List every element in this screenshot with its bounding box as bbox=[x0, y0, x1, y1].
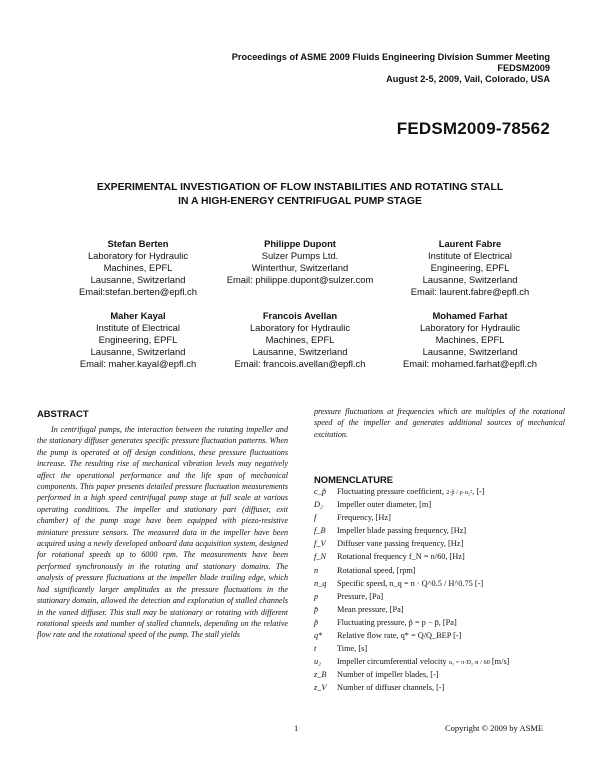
nomenclature-row bbox=[314, 657, 564, 670]
proceedings-line: August 2-5, 2009, Vail, Colorado, USA bbox=[386, 74, 550, 84]
author-affiliation: Machines, EPFL bbox=[435, 334, 505, 346]
nomenclature-formula: u₂ = π·D₂·n / 60 bbox=[448, 659, 490, 667]
author-affiliation: Lausanne, Switzerland bbox=[252, 346, 348, 358]
author-affiliation: Machines, EPFL bbox=[265, 334, 335, 346]
author-name: Stefan Berten bbox=[107, 238, 169, 249]
nomenclature-row bbox=[314, 605, 564, 618]
nomenclature-row bbox=[314, 500, 564, 513]
author-affiliation: Laboratory for Hydraulic bbox=[249, 322, 351, 334]
nomenclature-desc: Pressure, [Pa] bbox=[337, 591, 384, 601]
proceedings-line: FEDSM2009 bbox=[497, 63, 550, 73]
nomenclature-symbol: f_B bbox=[314, 526, 326, 536]
author-affiliation: Lausanne, Switzerland bbox=[422, 346, 518, 358]
nomenclature-row bbox=[314, 513, 564, 526]
proceedings-line: Proceedings of ASME 2009 Fluids Engineering Division Summer Meeting bbox=[231, 52, 550, 62]
nomenclature-desc: Impeller outer diameter, [m] bbox=[337, 500, 432, 510]
author-block bbox=[215, 238, 385, 286]
title-line: EXPERIMENTAL INVESTIGATION OF FLOW INSTABILITIES AND ROTATING STALL bbox=[96, 182, 504, 193]
author-affiliation: Engineering, EPFL bbox=[98, 334, 178, 346]
nomenclature-row bbox=[314, 539, 564, 552]
author-affiliation: Laboratory for Hydraulic bbox=[419, 322, 521, 334]
author-affiliation: Machines, EPFL bbox=[103, 262, 173, 274]
author-affiliation: Laboratory for Hydraulic bbox=[87, 250, 189, 262]
copyright-notice: Copyright © 2009 by ASME bbox=[445, 723, 544, 733]
nomenclature-desc: Diffuser vane passing frequency, [Hz] bbox=[337, 539, 464, 549]
nomenclature-unit: [-] bbox=[476, 487, 485, 496]
author-affiliation: Institute of Electrical bbox=[96, 322, 180, 334]
author-email: Email: philippe.dupont@sulzer.com bbox=[226, 274, 374, 286]
nomenclature-desc: Number of impeller blades, [-] bbox=[337, 670, 439, 680]
nomenclature-row bbox=[314, 579, 564, 592]
nomenclature-symbol: f bbox=[314, 513, 317, 523]
nomenclature-symbol: p̄ bbox=[314, 604, 319, 614]
author-block bbox=[215, 310, 385, 370]
nomenclature-row bbox=[314, 644, 564, 657]
page-number: 1 bbox=[294, 723, 299, 733]
nomenclature-desc: Rotational frequency f_N = n/60, [Hz] bbox=[337, 552, 465, 562]
author-affiliation: Engineering, EPFL bbox=[430, 262, 510, 274]
nomenclature-row bbox=[314, 526, 564, 539]
nomenclature-row bbox=[314, 592, 564, 605]
author-affiliation: Sulzer Pumps Ltd. bbox=[261, 250, 339, 262]
nomenclature-desc: Fluctuating pressure, p̃ = p − p̄, [Pa] bbox=[337, 617, 457, 627]
nomenclature-desc: Relative flow rate, q* = Q/Q_BEP [-] bbox=[337, 631, 462, 641]
author-email: Email: francois.avellan@epfl.ch bbox=[234, 358, 366, 370]
nomenclature-row bbox=[314, 631, 564, 644]
nomenclature-row bbox=[314, 670, 564, 683]
abstract-continuation bbox=[314, 406, 565, 440]
nomenclature-desc: Mean pressure, [Pa] bbox=[337, 604, 404, 614]
nomenclature-row bbox=[314, 683, 564, 696]
author-email: Email: maher.kayal@epfl.ch bbox=[79, 358, 197, 370]
author-email: Email:stefan.berten@epfl.ch bbox=[79, 286, 197, 298]
author-name: Laurent Fabre bbox=[438, 238, 502, 249]
author-affiliation: Lausanne, Switzerland bbox=[90, 346, 186, 358]
author-block bbox=[53, 310, 223, 370]
nomenclature-formula: 2·p̃ / ρ·u₂² bbox=[446, 489, 473, 496]
abstract-paragraph: In centrifugal pumps, the interaction between the rotating impeller and the stationary diffuser generates specific pressure fluctuation patterns. When the pump is operated at off design conditions, these pressure fluctuations increase. The resulting rise of mechanical vibration levels may negatively affect the operational performance and the life span of mechanical components. This paper presents detailed pressure fluctuation measurements performed in a high speed centrifugal pump stage at full scale at various operating conditions. The impeller and stationary part (diffuser, exit chamber) of the pump stage have been equipped with piezo-resistive miniature pressure sensors. The measured data in the impeller have been acquired using a newly developed onboard data acquisition system, designed for rotational speeds up to 6000 rpm. The measurements have been performed synchronously in the rotating and stationary domains. The analysis of pressure fluctuations at the impeller blade trailing edge, which had significantly larger amplitudes as the pressure fluctuations in the stationary domain, allowed the detection and exploration of stalled channels in the vaned diffuser. This stall may be stationary or rotating with different rotational speeds and number of stalled channels, depending on the relative flow rate and the rotational speed of the pump. The stall yields bbox=[37, 425, 288, 640]
nomenclature-desc: Fluctuating pressure coefficient, bbox=[337, 487, 444, 496]
nomenclature-symbol: z_B bbox=[314, 670, 327, 680]
nomenclature-symbol: p̃ bbox=[314, 617, 319, 627]
author-email: Email: mohamed.farhat@epfl.ch bbox=[402, 358, 538, 370]
nomenclature-row bbox=[314, 618, 564, 631]
nomenclature-row bbox=[314, 566, 564, 579]
paper-title bbox=[40, 181, 560, 208]
nomenclature-desc: Impeller circumferential velocity bbox=[337, 657, 447, 667]
author-block bbox=[385, 238, 555, 298]
nomenclature-desc: Frequency, [Hz] bbox=[337, 513, 391, 523]
author-affiliation: Winterthur, Switzerland bbox=[251, 262, 349, 274]
nomenclature-list bbox=[314, 487, 564, 697]
abstract-heading: ABSTRACT bbox=[37, 408, 89, 419]
author-email: Email: laurent.fabre@epfl.ch bbox=[410, 286, 530, 298]
author-name: Maher Kayal bbox=[110, 310, 166, 321]
paper-id: FEDSM2009-78562 bbox=[396, 119, 550, 138]
author-block bbox=[385, 310, 555, 370]
proceedings-header bbox=[232, 52, 550, 85]
nomenclature-symbol: f_N bbox=[314, 552, 326, 562]
abstract-body bbox=[37, 424, 288, 641]
nomenclature-heading: NOMENCLATURE bbox=[314, 474, 393, 485]
nomenclature-desc: Time, [s] bbox=[337, 644, 368, 654]
abstract-paragraph-continued: pressure fluctuations at frequencies which are multiples of the rotational speed of the impeller and generates additional sources of mechanical excitation. bbox=[314, 407, 565, 439]
nomenclature-symbol: n bbox=[314, 565, 319, 575]
nomenclature-desc: Number of diffuser channels, [-] bbox=[337, 683, 445, 693]
nomenclature-symbol: f_V bbox=[314, 539, 326, 549]
nomenclature-row: c_p̃ Fluctuating pressure coefficient, 2·p̃ / ρ·u₂², [-] bbox=[314, 487, 485, 496]
author-name: Mohamed Farhat bbox=[432, 310, 508, 321]
nomenclature-desc: Rotational speed, [rpm] bbox=[337, 565, 416, 575]
nomenclature-desc: Specific speed, n_q = n · Q^0.5 / H^0.75 [-] bbox=[337, 578, 484, 588]
nomenclature-symbol: z_V bbox=[314, 683, 327, 693]
nomenclature-symbol: u₂ bbox=[314, 657, 322, 667]
nomenclature-desc: Impeller blade passing frequency, [Hz] bbox=[337, 526, 467, 536]
nomenclature-symbol: q* bbox=[314, 631, 323, 641]
nomenclature-row bbox=[314, 552, 564, 565]
author-name: Francois Avellan bbox=[262, 310, 338, 321]
nomenclature-symbol: D₂ bbox=[314, 500, 323, 510]
author-block bbox=[53, 238, 223, 298]
nomenclature-unit: [m/s] bbox=[491, 657, 510, 667]
nomenclature-symbol: t bbox=[314, 644, 317, 654]
author-name: Philippe Dupont bbox=[264, 238, 336, 249]
nomenclature-symbol: p bbox=[314, 591, 319, 601]
nomenclature-symbol: n_q bbox=[314, 578, 327, 588]
author-affiliation: Lausanne, Switzerland bbox=[90, 274, 186, 286]
author-affiliation: Lausanne, Switzerland bbox=[422, 274, 518, 286]
author-affiliation: Institute of Electrical bbox=[428, 250, 512, 262]
nomenclature-symbol: c_p̃ bbox=[314, 487, 326, 496]
title-line: IN A HIGH-ENERGY CENTRIFUGAL PUMP STAGE bbox=[178, 195, 422, 207]
